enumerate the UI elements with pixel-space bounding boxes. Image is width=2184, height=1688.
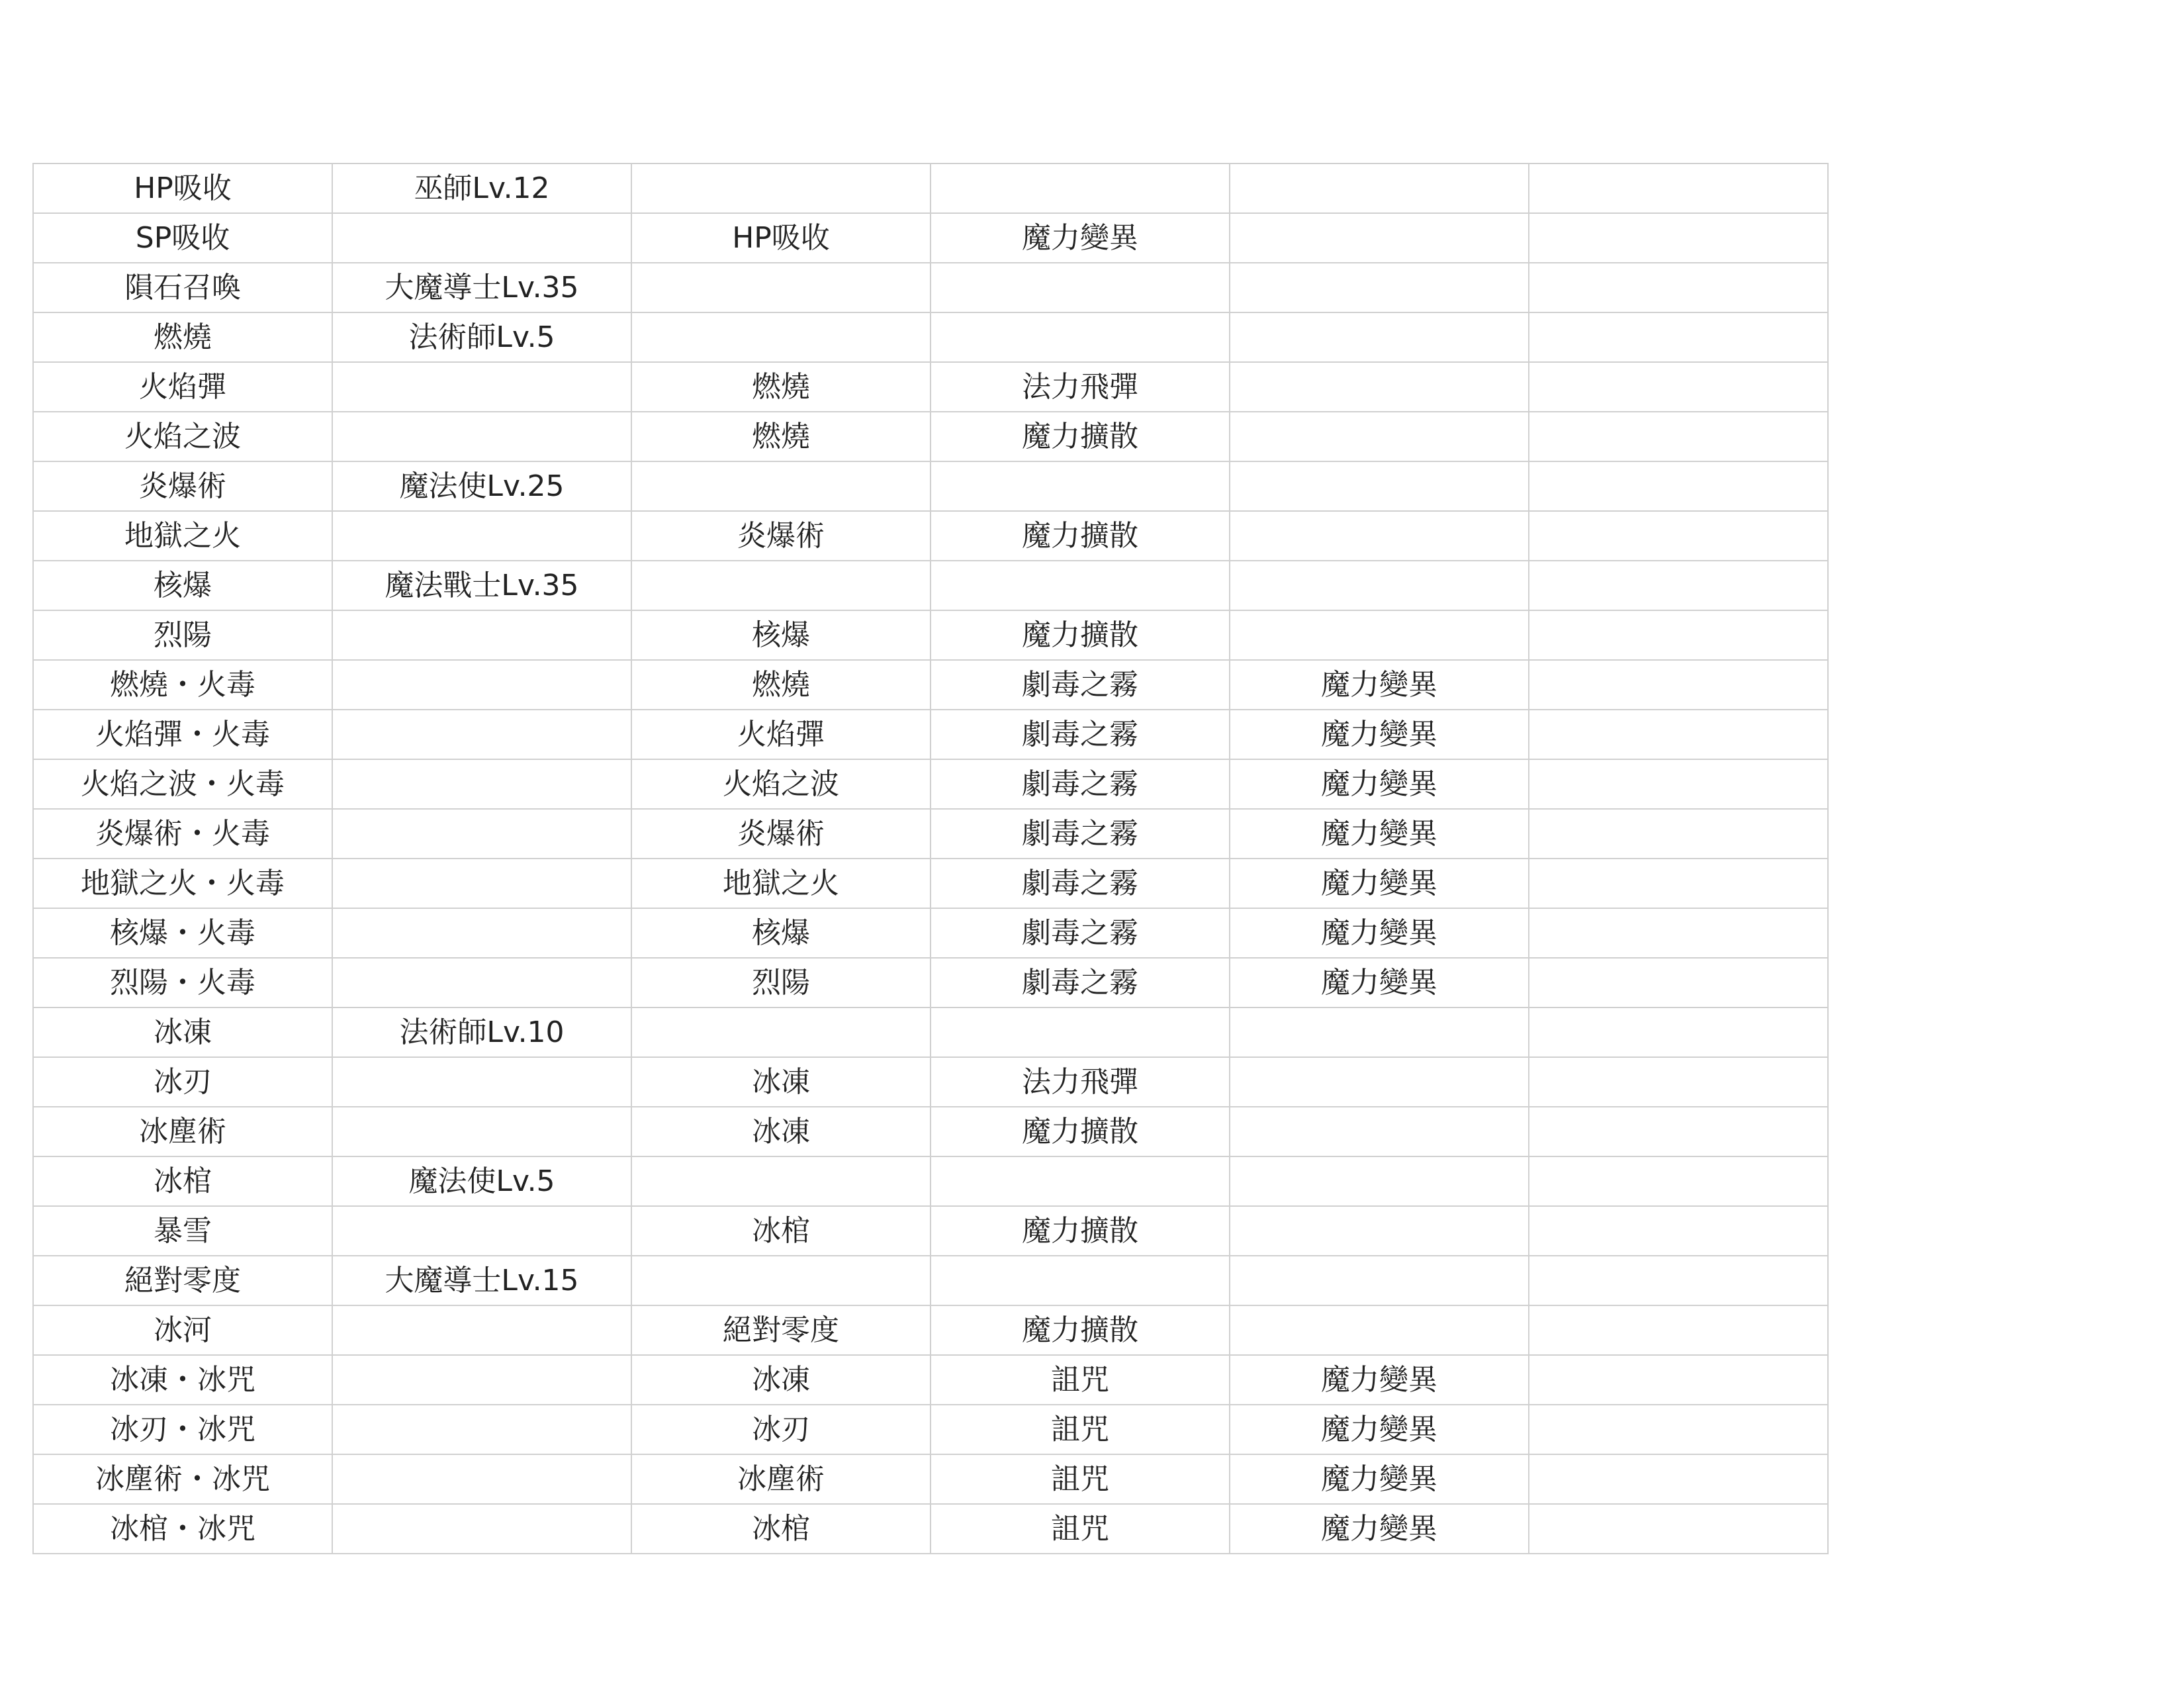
- component-1-cell: 冰棺: [631, 1504, 931, 1554]
- component-3-cell: [1230, 610, 1529, 660]
- extra-cell: [1529, 1008, 1828, 1057]
- component-1-cell: [631, 561, 931, 610]
- component-3-cell: 魔力變異: [1230, 958, 1529, 1008]
- component-1-cell: 冰棺: [631, 1206, 931, 1256]
- component-3-cell: 魔力變異: [1230, 809, 1529, 859]
- requirement-cell: [332, 412, 631, 461]
- requirement-cell: [332, 1206, 631, 1256]
- extra-cell: [1529, 362, 1828, 412]
- component-1-cell: 冰塵術: [631, 1454, 931, 1504]
- extra-cell: [1529, 710, 1828, 759]
- component-3-cell: [1230, 1305, 1529, 1355]
- skill-name-cell: 燃燒・火毒: [33, 660, 332, 710]
- skill-name-cell: 冰刃: [33, 1057, 332, 1107]
- requirement-cell: [332, 809, 631, 859]
- extra-cell: [1529, 1504, 1828, 1554]
- component-3-cell: [1230, 164, 1529, 213]
- component-1-cell: [631, 164, 931, 213]
- requirement-cell: [332, 1405, 631, 1454]
- component-3-cell: [1230, 511, 1529, 561]
- table-row: [33, 958, 1828, 1008]
- extra-cell: [1529, 263, 1828, 312]
- requirement-cell: [332, 213, 631, 263]
- requirement-cell: [332, 958, 631, 1008]
- component-3-cell: 魔力變異: [1230, 908, 1529, 958]
- component-2-cell: 劇毒之霧: [931, 859, 1230, 908]
- table-row: [33, 511, 1828, 561]
- component-2-cell: 魔力擴散: [931, 511, 1230, 561]
- skill-name-cell: 冰塵術・冰咒: [33, 1454, 332, 1504]
- skill-name-cell: 暴雪: [33, 1206, 332, 1256]
- component-2-cell: 劇毒之霧: [931, 660, 1230, 710]
- component-3-cell: [1230, 312, 1529, 362]
- extra-cell: [1529, 859, 1828, 908]
- table-row: [33, 908, 1828, 958]
- table-row: [33, 759, 1828, 809]
- table-row: [33, 859, 1828, 908]
- table-row: [33, 710, 1828, 759]
- skill-name-cell: 冰凍: [33, 1008, 332, 1057]
- component-1-cell: 冰凍: [631, 1355, 931, 1405]
- table-row: [33, 1206, 1828, 1256]
- component-2-cell: [931, 561, 1230, 610]
- skill-name-cell: 核爆・火毒: [33, 908, 332, 958]
- extra-cell: [1529, 213, 1828, 263]
- skill-table-body: [33, 164, 1828, 1554]
- requirement-cell: [332, 710, 631, 759]
- skill-name-cell: 隕石召喚: [33, 263, 332, 312]
- component-1-cell: 冰凍: [631, 1107, 931, 1156]
- requirement-cell: [332, 759, 631, 809]
- component-3-cell: [1230, 461, 1529, 511]
- extra-cell: [1529, 1057, 1828, 1107]
- skill-name-cell: 炎爆術: [33, 461, 332, 511]
- extra-cell: [1529, 1107, 1828, 1156]
- table-row: [33, 412, 1828, 461]
- component-3-cell: 魔力變異: [1230, 1504, 1529, 1554]
- component-1-cell: [631, 1256, 931, 1305]
- skill-name-cell: 燃燒: [33, 312, 332, 362]
- component-3-cell: [1230, 362, 1529, 412]
- component-2-cell: 魔力擴散: [931, 1107, 1230, 1156]
- component-2-cell: 詛咒: [931, 1405, 1230, 1454]
- component-2-cell: 劇毒之霧: [931, 809, 1230, 859]
- component-3-cell: [1230, 1156, 1529, 1206]
- component-3-cell: [1230, 1107, 1529, 1156]
- component-1-cell: 火焰彈: [631, 710, 931, 759]
- component-3-cell: [1230, 213, 1529, 263]
- skill-table: [32, 163, 1829, 1554]
- component-2-cell: 法力飛彈: [931, 1057, 1230, 1107]
- table-row: [33, 461, 1828, 511]
- component-1-cell: HP吸收: [631, 213, 931, 263]
- component-3-cell: 魔力變異: [1230, 1355, 1529, 1405]
- table-row: [33, 164, 1828, 213]
- component-3-cell: 魔力變異: [1230, 759, 1529, 809]
- extra-cell: [1529, 561, 1828, 610]
- extra-cell: [1529, 1156, 1828, 1206]
- skill-name-cell: 冰塵術: [33, 1107, 332, 1156]
- table-row: [33, 1256, 1828, 1305]
- requirement-cell: [332, 1355, 631, 1405]
- requirement-cell: 魔法使Lv.5: [332, 1156, 631, 1206]
- table-row: [33, 1008, 1828, 1057]
- extra-cell: [1529, 660, 1828, 710]
- component-1-cell: [631, 1008, 931, 1057]
- component-1-cell: [631, 1156, 931, 1206]
- component-2-cell: 法力飛彈: [931, 362, 1230, 412]
- component-1-cell: 核爆: [631, 610, 931, 660]
- requirement-cell: 法術師Lv.10: [332, 1008, 631, 1057]
- extra-cell: [1529, 908, 1828, 958]
- component-1-cell: 燃燒: [631, 660, 931, 710]
- component-2-cell: 劇毒之霧: [931, 908, 1230, 958]
- component-1-cell: [631, 263, 931, 312]
- component-3-cell: 魔力變異: [1230, 859, 1529, 908]
- table-row: [33, 362, 1828, 412]
- requirement-cell: [332, 859, 631, 908]
- skill-name-cell: 火焰之波・火毒: [33, 759, 332, 809]
- component-3-cell: 魔力變異: [1230, 1405, 1529, 1454]
- component-1-cell: 冰凍: [631, 1057, 931, 1107]
- component-2-cell: 詛咒: [931, 1454, 1230, 1504]
- extra-cell: [1529, 312, 1828, 362]
- component-3-cell: [1230, 1256, 1529, 1305]
- skill-name-cell: 火焰彈: [33, 362, 332, 412]
- extra-cell: [1529, 1355, 1828, 1405]
- component-1-cell: 烈陽: [631, 958, 931, 1008]
- table-row: [33, 660, 1828, 710]
- component-2-cell: 魔力擴散: [931, 610, 1230, 660]
- component-3-cell: [1230, 1057, 1529, 1107]
- component-2-cell: 劇毒之霧: [931, 759, 1230, 809]
- component-2-cell: [931, 263, 1230, 312]
- table-row: [33, 561, 1828, 610]
- requirement-cell: [332, 660, 631, 710]
- extra-cell: [1529, 1454, 1828, 1504]
- table-row: [33, 1504, 1828, 1554]
- requirement-cell: 法術師Lv.5: [332, 312, 631, 362]
- table-row: [33, 809, 1828, 859]
- requirement-cell: [332, 511, 631, 561]
- component-1-cell: 燃燒: [631, 362, 931, 412]
- table-row: [33, 1305, 1828, 1355]
- requirement-cell: 巫師Lv.12: [332, 164, 631, 213]
- component-2-cell: 魔力擴散: [931, 1206, 1230, 1256]
- component-2-cell: [931, 164, 1230, 213]
- skill-name-cell: 冰棺: [33, 1156, 332, 1206]
- table-row: [33, 1156, 1828, 1206]
- table-row: [33, 1405, 1828, 1454]
- component-2-cell: [931, 312, 1230, 362]
- requirement-cell: [332, 1107, 631, 1156]
- requirement-cell: [332, 1504, 631, 1554]
- table-row: [33, 610, 1828, 660]
- component-1-cell: 絕對零度: [631, 1305, 931, 1355]
- component-2-cell: 詛咒: [931, 1355, 1230, 1405]
- skill-name-cell: SP吸收: [33, 213, 332, 263]
- table-row: [33, 312, 1828, 362]
- skill-name-cell: 核爆: [33, 561, 332, 610]
- extra-cell: [1529, 164, 1828, 213]
- skill-name-cell: 火焰之波: [33, 412, 332, 461]
- component-1-cell: 燃燒: [631, 412, 931, 461]
- component-2-cell: 詛咒: [931, 1504, 1230, 1554]
- extra-cell: [1529, 958, 1828, 1008]
- skill-name-cell: 冰棺・冰咒: [33, 1504, 332, 1554]
- skill-name-cell: 地獄之火・火毒: [33, 859, 332, 908]
- component-2-cell: [931, 1008, 1230, 1057]
- requirement-cell: 魔法使Lv.25: [332, 461, 631, 511]
- table-row: [33, 1107, 1828, 1156]
- table-row: [33, 1355, 1828, 1405]
- skill-name-cell: 絕對零度: [33, 1256, 332, 1305]
- skill-name-cell: 烈陽・火毒: [33, 958, 332, 1008]
- extra-cell: [1529, 759, 1828, 809]
- skill-name-cell: 烈陽: [33, 610, 332, 660]
- component-1-cell: [631, 461, 931, 511]
- extra-cell: [1529, 809, 1828, 859]
- extra-cell: [1529, 461, 1828, 511]
- requirement-cell: [332, 1305, 631, 1355]
- component-2-cell: 魔力擴散: [931, 412, 1230, 461]
- table-row: [33, 263, 1828, 312]
- skill-name-cell: 火焰彈・火毒: [33, 710, 332, 759]
- skill-name-cell: 冰河: [33, 1305, 332, 1355]
- requirement-cell: [332, 362, 631, 412]
- component-2-cell: 劇毒之霧: [931, 710, 1230, 759]
- extra-cell: [1529, 1405, 1828, 1454]
- skill-name-cell: 冰刃・冰咒: [33, 1405, 332, 1454]
- extra-cell: [1529, 1206, 1828, 1256]
- component-1-cell: 地獄之火: [631, 859, 931, 908]
- component-2-cell: [931, 1156, 1230, 1206]
- component-3-cell: 魔力變異: [1230, 1454, 1529, 1504]
- component-3-cell: 魔力變異: [1230, 660, 1529, 710]
- table-row: [33, 1057, 1828, 1107]
- skill-name-cell: 地獄之火: [33, 511, 332, 561]
- component-3-cell: [1230, 1206, 1529, 1256]
- component-2-cell: 魔力變異: [931, 213, 1230, 263]
- component-2-cell: 魔力擴散: [931, 1305, 1230, 1355]
- extra-cell: [1529, 412, 1828, 461]
- extra-cell: [1529, 1256, 1828, 1305]
- requirement-cell: 魔法戰士Lv.35: [332, 561, 631, 610]
- table-row: [33, 1454, 1828, 1504]
- component-1-cell: 冰刃: [631, 1405, 931, 1454]
- component-1-cell: 炎爆術: [631, 809, 931, 859]
- component-3-cell: [1230, 412, 1529, 461]
- component-2-cell: [931, 461, 1230, 511]
- requirement-cell: [332, 610, 631, 660]
- component-1-cell: [631, 312, 931, 362]
- component-2-cell: [931, 1256, 1230, 1305]
- component-3-cell: 魔力變異: [1230, 710, 1529, 759]
- skill-name-cell: 炎爆術・火毒: [33, 809, 332, 859]
- requirement-cell: [332, 1057, 631, 1107]
- extra-cell: [1529, 610, 1828, 660]
- table-row: [33, 213, 1828, 263]
- requirement-cell: [332, 908, 631, 958]
- extra-cell: [1529, 511, 1828, 561]
- component-1-cell: 炎爆術: [631, 511, 931, 561]
- extra-cell: [1529, 1305, 1828, 1355]
- component-1-cell: 核爆: [631, 908, 931, 958]
- component-3-cell: [1230, 1008, 1529, 1057]
- component-2-cell: 劇毒之霧: [931, 958, 1230, 1008]
- component-3-cell: [1230, 561, 1529, 610]
- component-1-cell: 火焰之波: [631, 759, 931, 809]
- skill-name-cell: 冰凍・冰咒: [33, 1355, 332, 1405]
- requirement-cell: [332, 1454, 631, 1504]
- requirement-cell: 大魔導士Lv.15: [332, 1256, 631, 1305]
- skill-name-cell: HP吸收: [33, 164, 332, 213]
- component-3-cell: [1230, 263, 1529, 312]
- requirement-cell: 大魔導士Lv.35: [332, 263, 631, 312]
